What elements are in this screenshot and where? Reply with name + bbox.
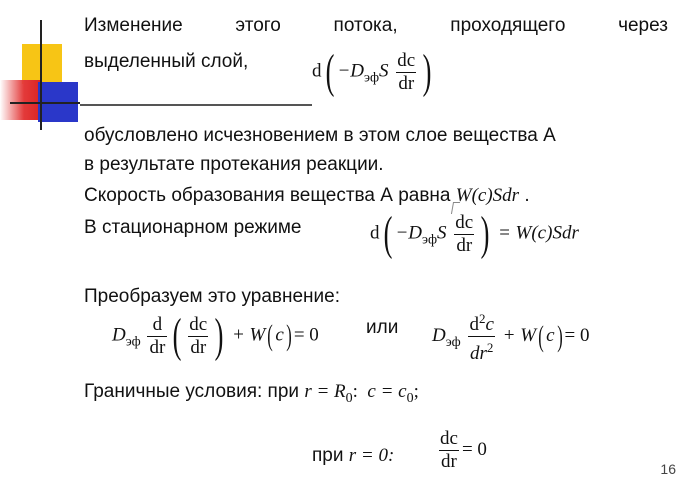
- paren-left: (: [383, 207, 392, 260]
- text-part: .: [524, 185, 530, 206]
- formula-part: 2: [486, 340, 494, 355]
- denominator: dr: [456, 234, 473, 256]
- decor-red-square: [0, 80, 40, 120]
- paren-right: ): [214, 309, 224, 362]
- paren-right: ): [480, 207, 490, 260]
- numerator: dc: [440, 428, 458, 449]
- text-line-7: Преобразуем это уравнение:: [84, 286, 340, 307]
- denominator: dr: [149, 336, 166, 358]
- formula-part: c: [275, 324, 284, 346]
- formula-part: 2: [478, 311, 486, 326]
- formula-bc1: [304, 381, 419, 406]
- formula-transformed-1: [112, 309, 319, 362]
- text-or: или: [366, 317, 399, 338]
- formula-part: эф: [422, 232, 438, 248]
- text-line-1: [84, 14, 668, 38]
- text-line-9: [312, 444, 394, 468]
- formula-part: D: [432, 324, 446, 346]
- numerator: d: [152, 313, 163, 335]
- formula-rate: W(c)Sdr: [455, 185, 520, 206]
- formula-part: S: [379, 60, 389, 82]
- formula-transformed-2: [432, 308, 589, 365]
- word: этого: [235, 15, 281, 36]
- decor-horizontal-line: [10, 102, 80, 104]
- title-underline: [80, 104, 312, 106]
- formula-part: c: [546, 324, 555, 346]
- formula-part: = 0: [461, 438, 487, 460]
- text-line-8: [84, 380, 419, 411]
- numerator: dc: [189, 313, 208, 335]
- text-line-2: выделенный слой,: [84, 51, 249, 72]
- formula-part: + W: [502, 324, 537, 346]
- fraction: [147, 314, 167, 359]
- formula-part: d: [312, 60, 322, 82]
- formula-part: −D: [337, 60, 365, 82]
- formula-part: −D: [395, 222, 423, 244]
- formula-part: d: [469, 314, 479, 335]
- paren-right: ): [556, 319, 563, 353]
- word: потока,: [333, 15, 398, 36]
- formula-part: 0: [345, 391, 353, 406]
- paren-left: (: [267, 319, 274, 352]
- formula-part: r = R: [304, 381, 346, 402]
- text-part: Граничные условия: при: [84, 381, 300, 402]
- formula-part: 0: [406, 391, 414, 406]
- fraction: [187, 314, 209, 359]
- formula-bc2: [436, 428, 487, 473]
- word: Изменение: [84, 15, 183, 36]
- text-line-4: в результате протекания реакции.: [84, 154, 384, 175]
- word: через: [618, 15, 668, 36]
- word: проходящего: [450, 15, 566, 36]
- formula-part: S: [437, 222, 447, 244]
- formula-part: = 0: [293, 324, 319, 346]
- numerator: dc: [455, 211, 474, 233]
- fraction: [453, 212, 475, 257]
- formula-part: D: [112, 324, 126, 346]
- paren-left: (: [172, 309, 182, 362]
- page-number: 16: [660, 461, 676, 477]
- formula-part: dr: [470, 343, 487, 364]
- formula-part: = W(c)Sdr: [497, 222, 579, 244]
- denominator: dr: [441, 451, 457, 472]
- paren-left: (: [325, 45, 334, 98]
- text-line-5: [84, 184, 530, 208]
- numerator: [467, 308, 495, 336]
- text-part: Скорость образования вещества А равна: [84, 185, 451, 206]
- formula-flux: [312, 45, 435, 98]
- numerator: dc: [397, 49, 416, 71]
- denominator: [468, 336, 495, 365]
- denominator: dr: [398, 72, 415, 94]
- formula-part: r = 0:: [348, 445, 395, 466]
- formula-part: d: [370, 222, 380, 244]
- formula-part: ;: [413, 381, 419, 402]
- decor-yellow-square: [22, 44, 62, 84]
- formula-part: + W: [231, 324, 266, 346]
- fraction: [438, 428, 460, 473]
- fraction: [395, 50, 417, 95]
- paren-right: ): [422, 45, 432, 98]
- formula-stationary: [370, 207, 579, 260]
- formula-part: эф: [125, 334, 141, 350]
- fraction: [467, 308, 495, 365]
- text-line-3: обусловлено исчезновением в этом слое вещества А: [84, 125, 556, 146]
- formula-part: эф: [364, 70, 380, 86]
- formula-part: :: [352, 381, 358, 402]
- formula-part: = 0: [564, 324, 590, 346]
- paren-right: ): [286, 319, 292, 352]
- text-line-6: В стационарном режиме: [84, 217, 302, 238]
- formula-part: c: [485, 314, 494, 335]
- formula-part: эф: [445, 334, 461, 350]
- formula-part: c = c: [367, 381, 407, 402]
- text-part: при: [312, 445, 344, 466]
- paren-left: (: [538, 319, 544, 353]
- decor-vertical-line: [40, 20, 42, 130]
- denominator: dr: [190, 336, 207, 358]
